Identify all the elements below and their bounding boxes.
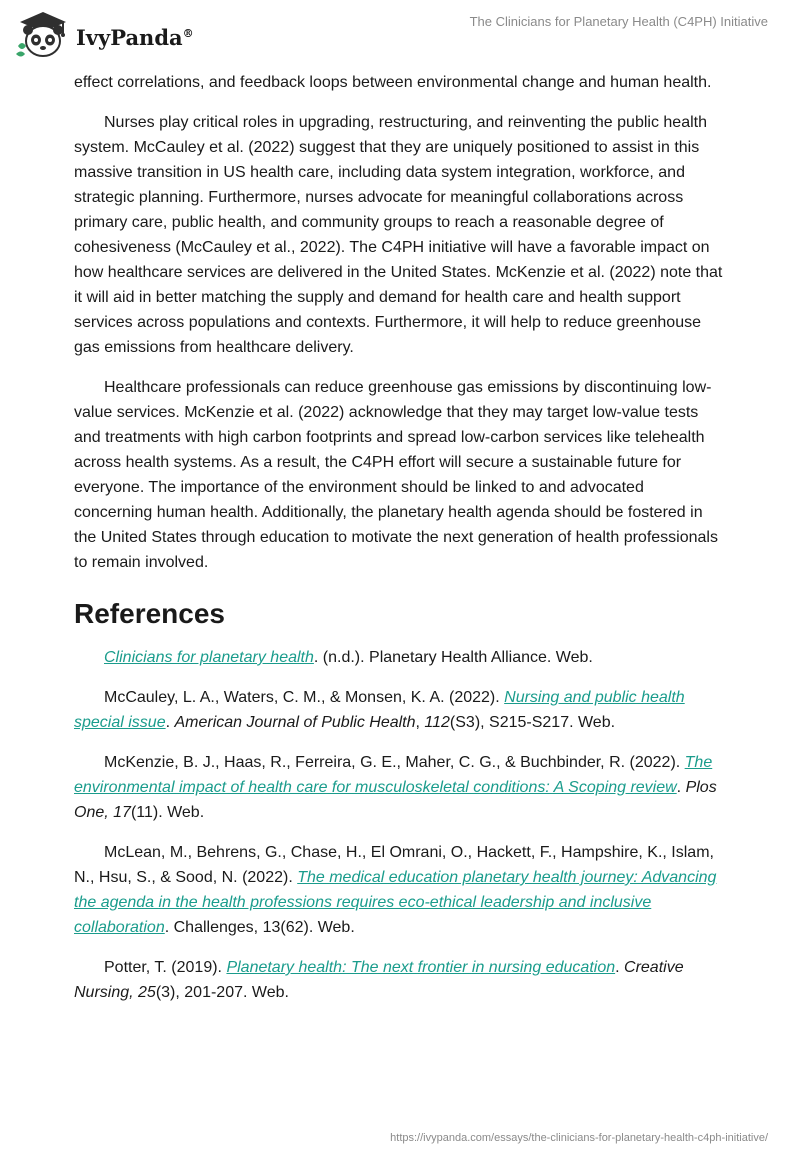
brand-name: IvyPanda®: [76, 24, 194, 50]
essay-body: [74, 70, 724, 1020]
paragraph: effect correlations, and feedback loops between environmental change and human health.: [74, 74, 712, 91]
brand-logo[interactable]: [14, 10, 194, 60]
reference-link[interactable]: The environmental impact of health care for musculoskeletal conditions: A Scoping review: [74, 754, 713, 796]
reference-entry: McCauley, L. A., Waters, C. M., & Monsen, K. A. (2022). Nursing and public health special issue. American Journal of Public Health, 112(S3), S215-S217. Web.: [74, 689, 685, 731]
document-title: The Clinicians for Planetary Health (C4PH) Initiative: [469, 14, 768, 29]
reference-link[interactable]: Planetary health: The next frontier in nursing education: [226, 959, 616, 976]
reference-link[interactable]: Nursing and public health special issue: [74, 689, 685, 731]
reference-entry: McKenzie, B. J., Haas, R., Ferreira, G. E., Maher, C. G., & Buchbinder, R. (2022). The environmental impact of health care for musculoskeletal conditions: A Scoping review. Plos One, 17(11). Web.: [74, 754, 717, 821]
reference-link[interactable]: Clinicians for planetary health: [104, 649, 314, 666]
reference-entry: Potter, T. (2019). Planetary health: The next frontier in nursing education. Creative Nursing, 25(3), 201-207. Web.: [74, 959, 684, 1001]
source-url[interactable]: https://ivypanda.com/essays/the-clinicians-for-planetary-health-c4ph-initiative/: [390, 1132, 768, 1144]
reference-entry: McLean, M., Behrens, G., Chase, H., El Omrani, O., Hackett, F., Hampshire, K., Islam, N., Hsu, S., & Sood, N. (2022). The medical education planetary health journey: Advancing the agenda in the health professions requires eco-ethical leadership and inclusive collaboration. Challenges, 13(62). Web.: [74, 844, 717, 936]
references-heading: References: [74, 598, 225, 629]
paragraph: Nurses play critical roles in upgrading, restructuring, and reinventing the public health system. McCauley et al. (2022) suggest that they are uniquely positioned to assist in this massive transition in US health care, including data system integration, workforce, and strategic planning. Furthermore, nurses advocate for meaningful collaborations across primary care, public health, and community groups to reach a reasonable degree of cohesiveness (McCauley et al., 2022). The C4PH initiative will have a favorable impact on how healthcare services are delivered in the United States. McKenzie et al. (2022) note that it will aid in better matching the supply and demand for health care and health support services across populations and contexts. Furthermore, it will help to reduce greenhouse gas emissions from healthcare delivery.: [74, 114, 723, 356]
paragraph: Healthcare professionals can reduce greenhouse gas emissions by discontinuing low-value services. McKenzie et al. (2022) acknowledge that they may target low-value tests and treatments with high carbon footprints and spread low-carbon services like telehealth across health systems. As a result, the C4PH effort will secure a sustainable future for everyone. The importance of the environment should be linked to and advocated concerning human health. Additionally, the planetary health agenda should be fostered in the United States through education to motivate the next generation of health professionals to remain involved.: [74, 379, 718, 571]
panda-graduate-icon: [14, 10, 72, 60]
reference-entry: Clinicians for planetary health. (n.d.). Planetary Health Alliance. Web.: [104, 649, 593, 666]
reference-link[interactable]: The medical education planetary health journey: Advancing the agenda in the health professions requires eco-ethical leadership and inclusive collaboration: [74, 869, 717, 936]
page-header: [0, 0, 800, 70]
